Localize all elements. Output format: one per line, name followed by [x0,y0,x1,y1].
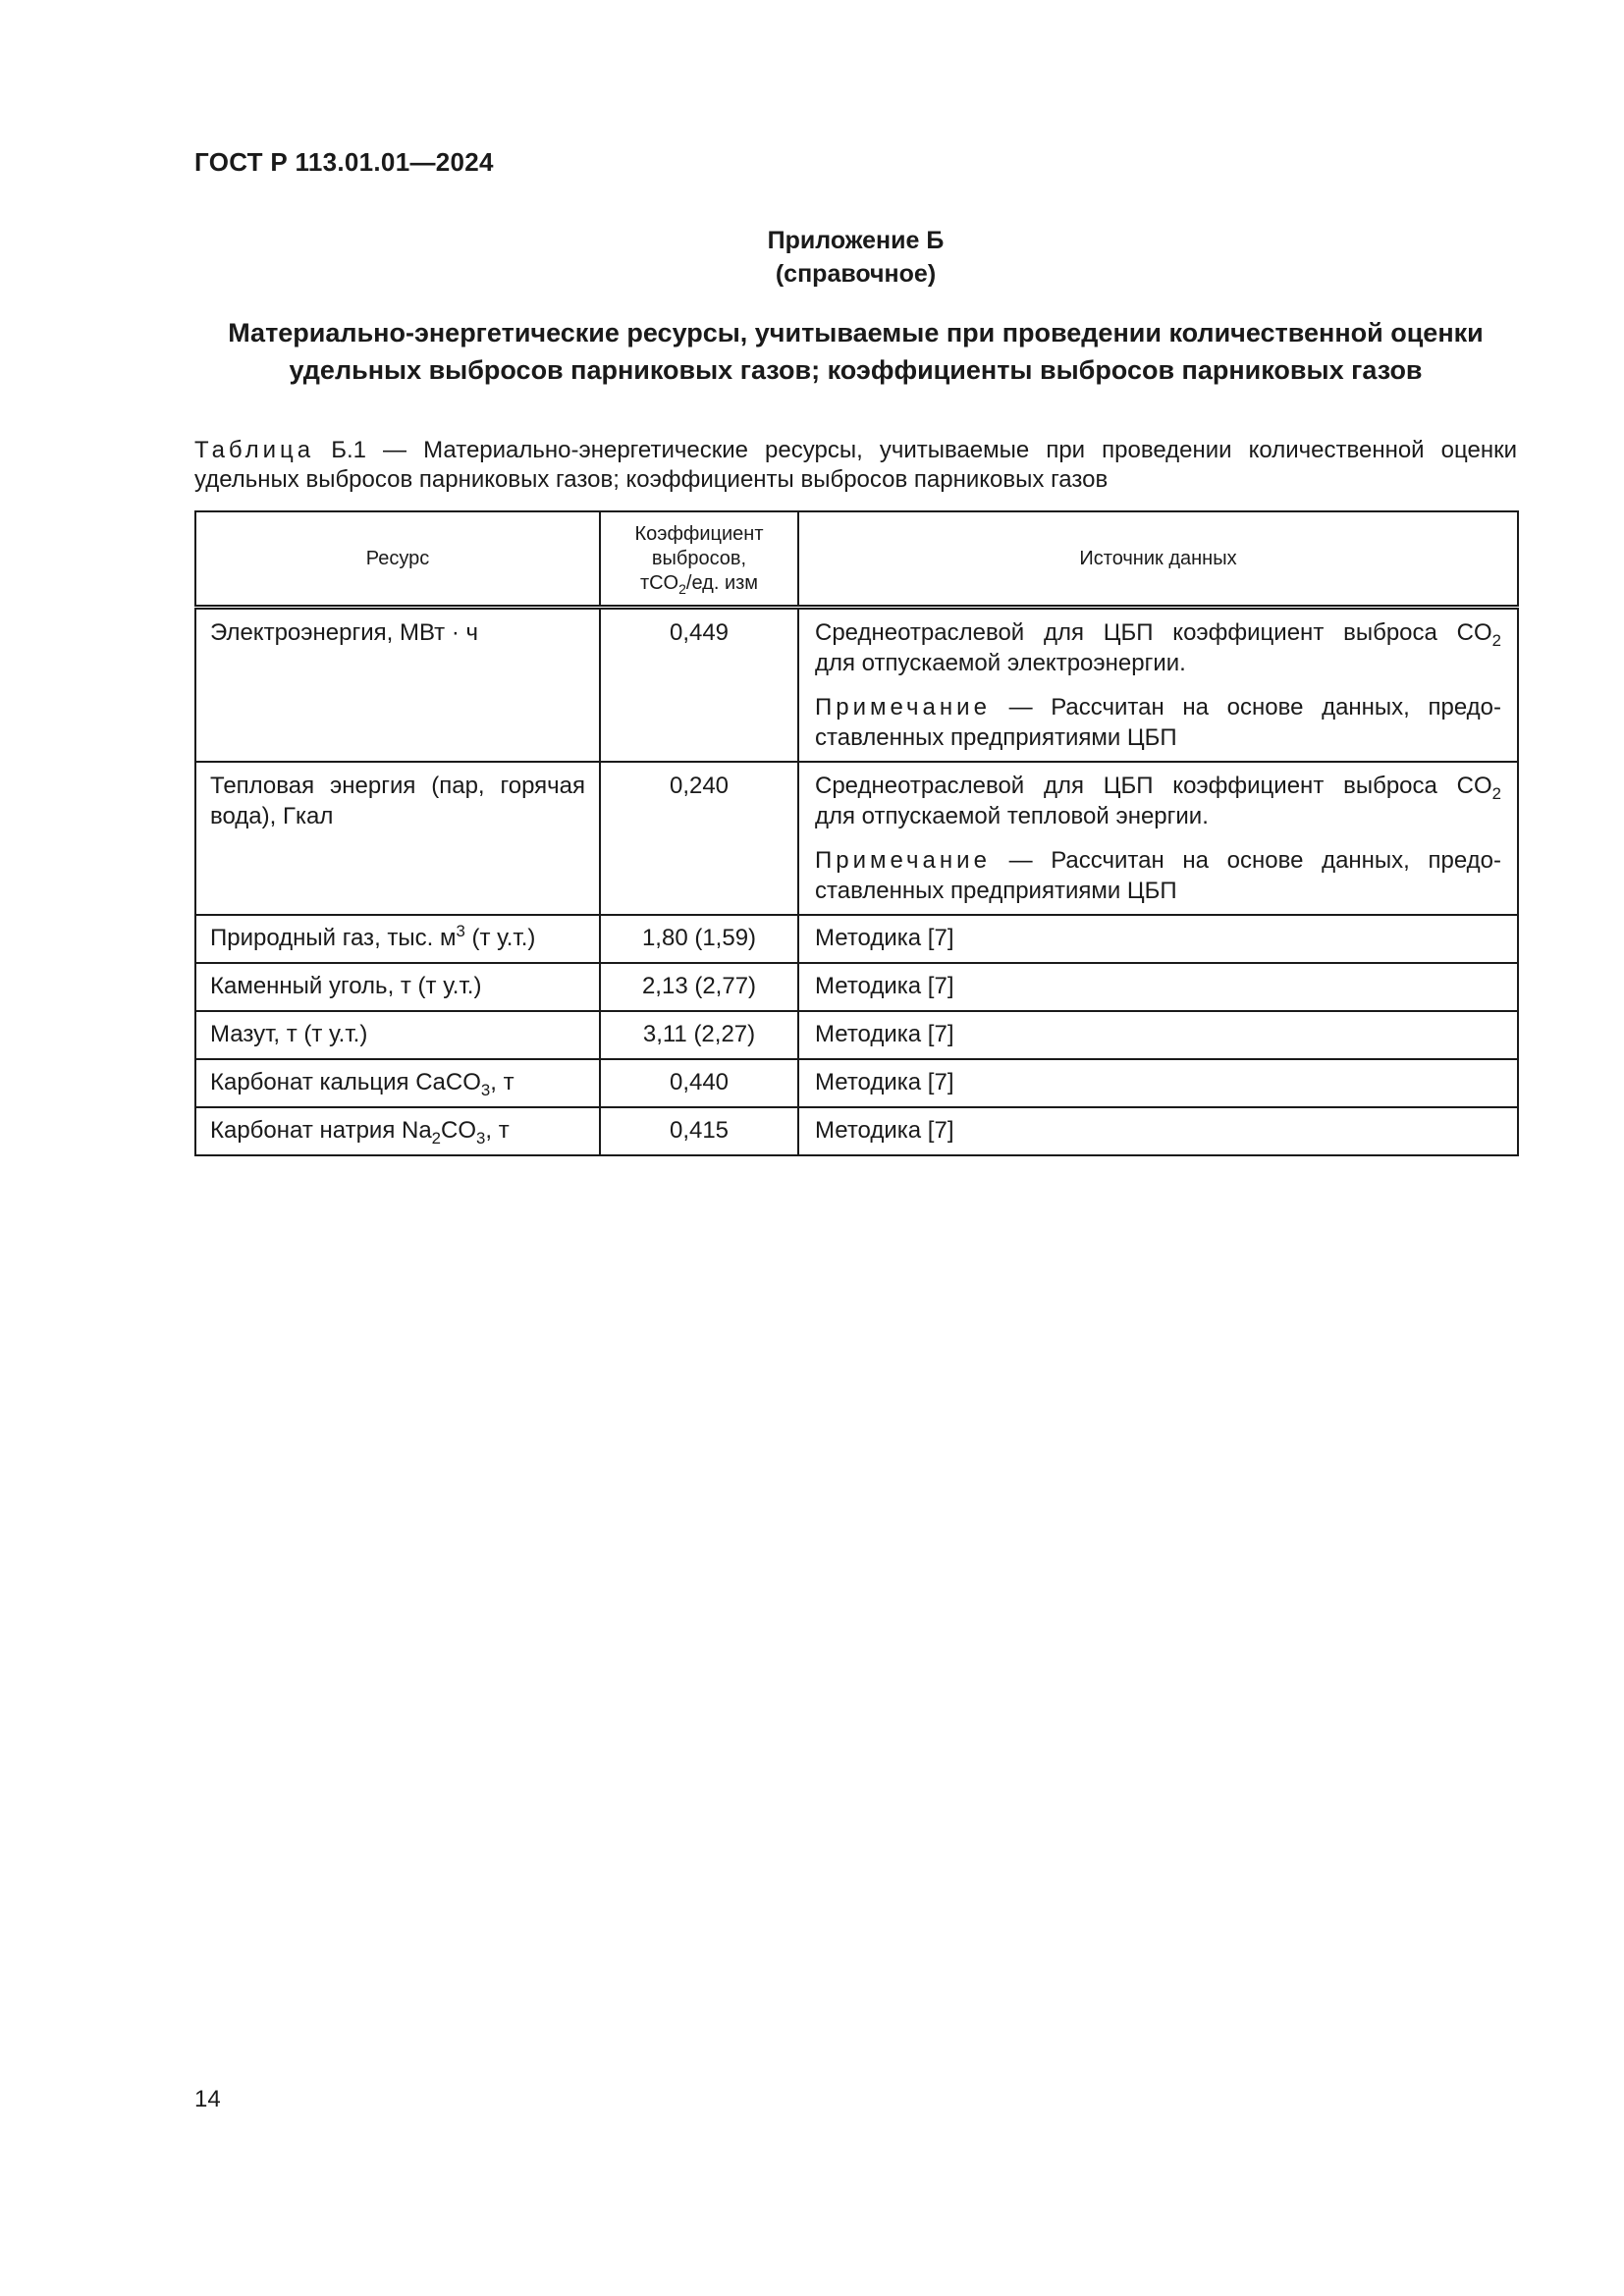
caption-line-2: удельных выбросов парниковых газов; коэффициенты выбросов парниковых газов [194,466,1109,493]
resource-text-a: Карбонат кальция CaCO [210,1069,481,1095]
cell-source [798,608,1518,763]
document-code: ГОСТ Р 113.01.01—2024 [194,147,494,177]
resource-line-2: вода), Гкал [210,803,334,829]
note-text: — Рассчитан на основе данных, предо- [1008,847,1502,874]
cell-resource [195,1059,600,1107]
cell-resource [195,1107,600,1155]
annex-type: (справочное) [775,260,937,288]
header-coef-unit-b: /ед. изм [685,571,759,594]
resources-table [194,510,1519,1156]
cell-source: Методика [7] [798,1107,1518,1155]
cell-value: 0,240 [600,762,798,915]
table-row [195,1059,1518,1107]
note-line-1 [815,845,1501,876]
resource-line-1: Тепловая энергия (пар, горячая [210,773,585,799]
resource-text-b: , т [490,1069,514,1095]
note-line-2: ставленных предприятиями ЦБП [815,724,1177,751]
caption-line-1 [194,436,1517,465]
source-note [815,692,1501,753]
caption-label: Таблица [194,437,315,463]
header-coef-line-1: Коэффициент [634,522,764,545]
source-note [815,845,1501,906]
cell-source: Методика [7] [798,1059,1518,1107]
cell-source: Методика [7] [798,915,1518,963]
table-header-row [195,511,1518,608]
header-coef-unit-a: тCO [639,571,679,594]
header-coef-unit-sub: 2 [678,580,686,597]
cell-source: Методика [7] [798,963,1518,1011]
table-row [195,1011,1518,1059]
resource-sup: 3 [456,922,465,940]
header-coef-line-2: выбросов, [651,547,747,569]
title-line-1: Материально-энергетические ресурсы, учитываемые при проведении количественной оценки [228,318,1484,347]
resource-sub-1: 2 [431,1128,442,1148]
resource-sub: 3 [480,1080,491,1099]
source-text: Среднеотраслевой для ЦБП коэффициент выброса CO [815,619,1492,646]
cell-resource: Каменный уголь, т (т у.т.) [195,963,600,1011]
table-row [195,762,1518,915]
resource-text-a: Карбонат натрия Na [210,1117,432,1144]
cell-source [798,762,1518,915]
note-label: Примечание [815,694,991,721]
cell-value: 0,440 [600,1059,798,1107]
table-caption [194,436,1517,495]
cell-value: 0,415 [600,1107,798,1155]
source-sub: 2 [1491,630,1501,650]
cell-resource: Мазут, т (т у.т.) [195,1011,600,1059]
header-source: Источник данных [798,511,1518,608]
cell-resource [195,762,600,915]
annex-title: Приложение Б [767,227,945,254]
resource-sub-2: 3 [476,1128,486,1148]
note-label: Примечание [815,847,991,874]
cell-resource [195,915,600,963]
source-sub: 2 [1491,783,1501,803]
caption-text: Б.1 — Материально-энергетические ресурсы, учитываемые при проведении количественной оценки [331,437,1518,463]
resource-text-mid: CO [441,1117,477,1144]
cell-value: 1,80 (1,59) [600,915,798,963]
source-line-2: для отпускаемой электроэнергии. [815,650,1186,676]
cell-value: 3,11 (2,27) [600,1011,798,1059]
header-coefficient [600,511,798,608]
cell-value: 2,13 (2,77) [600,963,798,1011]
header-coef-line-3 [601,571,797,596]
resource-text-a: Природный газ, тыс. м [210,925,457,951]
table-row [195,1107,1518,1155]
note-line-1 [815,692,1501,722]
table-row [195,915,1518,963]
page-number: 14 [194,2086,221,2112]
table-row [195,963,1518,1011]
source-line-1 [815,771,1501,801]
resource-text-b: (т у.т.) [464,925,536,951]
note-line-2: ставленных предприятиями ЦБП [815,878,1177,904]
cell-value: 0,449 [600,608,798,763]
resource-text-b: , т [485,1117,510,1144]
note-text: — Рассчитан на основе данных, предо- [1008,694,1502,721]
table-row [195,608,1518,763]
cell-source: Методика [7] [798,1011,1518,1059]
cell-resource: Электроэнергия, МВт · ч [195,608,600,763]
source-line-2: для отпускаемой тепловой энергии. [815,803,1209,829]
title-line-2: удельных выбросов парниковых газов; коэффициенты выбросов парниковых газов [289,355,1423,385]
source-line-1 [815,617,1501,648]
header-resource: Ресурс [195,511,600,608]
annex-heading [194,224,1517,291]
source-text: Среднеотраслевой для ЦБП коэффициент выброса CO [815,773,1492,799]
document-title [194,314,1517,389]
